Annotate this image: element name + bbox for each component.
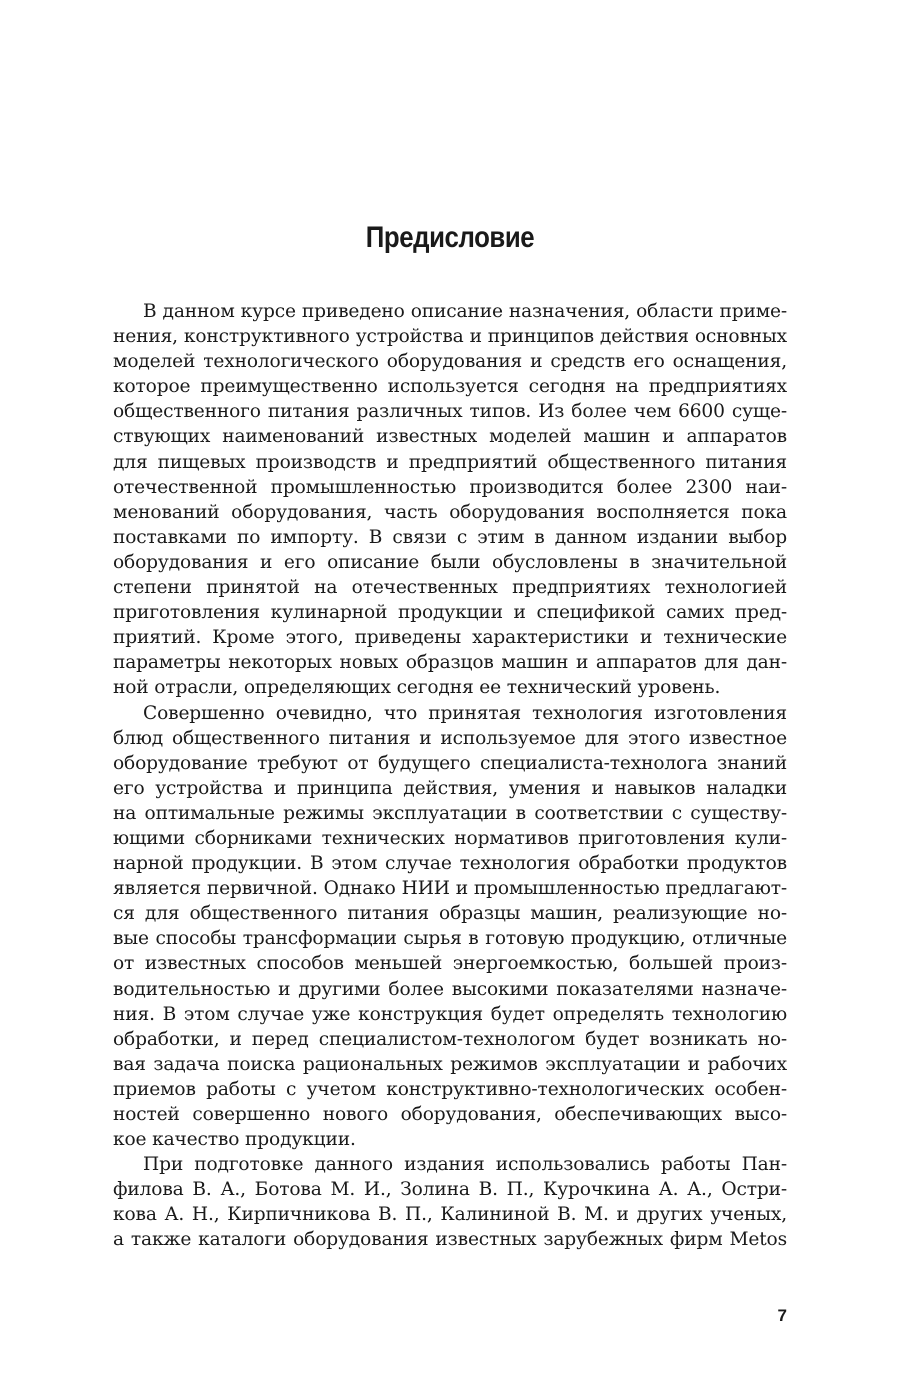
text-line: ной отрасли, определяющих сегодня ее технический уровень. [113, 677, 721, 699]
page-number: 7 [777, 1306, 787, 1325]
text-line: кое качество продукции. [113, 1129, 356, 1151]
text-line: При подготовке данного издания использовались работы Пан- [143, 1154, 787, 1176]
text-line: вая задача поиска рациональных режимов эксплуатации и рабочих [113, 1053, 787, 1075]
text-line: Совершенно очевидно, что принятая технология изготовления [143, 702, 787, 724]
paragraph [113, 299, 787, 701]
text-line: водительностью и другими более высокими показателями назначе- [113, 978, 787, 1000]
text-line: ния. В этом случае уже конструкция будет определять технологию [113, 1003, 787, 1025]
text-line: приготовления кулинарной продукции и спецификой самих пред- [113, 602, 787, 624]
text-line: обработки, и перед специалистом-технологом будет возникать но- [113, 1028, 787, 1050]
text-line: ствующих наименований известных моделей машин и аппаратов [113, 426, 787, 448]
text-line: параметры некоторых новых образцов машин и аппаратов для дан- [113, 652, 787, 674]
text-line: ностей совершенно нового оборудования, обеспечивающих высо- [113, 1104, 787, 1125]
paragraph [113, 701, 787, 1153]
text-line: оборудования и его описание были обусловлены в значительной [113, 551, 787, 573]
text-line: ся для общественного питания образцы машин, реализующие но- [113, 903, 787, 925]
text-line: нения, конструктивного устройства и принципов действия основных [113, 326, 787, 348]
text-line: вые способы трансформации сырья в готовую продукцию, отличные [113, 928, 787, 950]
text-line: филова В. А., Ботова М. И., Золина В. П., Курочкина А. А., Остри- [113, 1179, 787, 1201]
text-line: отечественной промышленностью производится более 2300 наи- [113, 476, 787, 498]
text-line: является первичной. Однако НИИ и промышленностью предлагают- [113, 878, 787, 900]
text-line: кова А. Н., Кирпичникова В. П., Калининой В. М. и других ученых, [113, 1204, 787, 1226]
text-line: оборудование требуют от будущего специалиста-технолога знаний [113, 752, 787, 774]
text-line: его устройства и принципа действия, умения и навыков наладки [113, 777, 787, 799]
text-line: а также каталоги оборудования известных зарубежных фирм Metos [113, 1229, 787, 1251]
page-title: Предисловие [365, 221, 535, 254]
text-line: на оптимальные режимы эксплуатации в соответствии с существу- [113, 802, 787, 824]
text-line: общественного питания различных типов. Из более чем 6600 суще- [113, 401, 787, 423]
body-text [113, 299, 787, 1253]
text-line: ющими сборниками технических нормативов приготовления кули- [113, 827, 787, 849]
text-line: приятий. Кроме этого, приведены характеристики и технические [113, 627, 787, 649]
text-line: блюд общественного питания и используемое для этого известное [113, 727, 787, 749]
text-line: менований оборудования, часть оборудования восполняется пока [113, 501, 787, 523]
text-line: которое преимущественно используется сегодня на предприятиях [113, 376, 787, 398]
text-line: приемов работы с учетом конструктивно-технологических особен- [113, 1078, 787, 1100]
text-line: моделей технологического оборудования и средств его оснащения, [113, 351, 787, 373]
paragraph [113, 1152, 787, 1252]
text-line: В данном курсе приведено описание назначения, области приме- [143, 301, 787, 322]
text-line: поставками по импорту. В связи с этим в данном издании выбор [113, 526, 787, 548]
text-line: степени принятой на отечественных предприятиях технологией [113, 577, 787, 599]
text-line: нарной продукции. В этом случае технология обработки продуктов [113, 853, 787, 875]
text-line: для пищевых производств и предприятий общественного питания [113, 451, 787, 473]
text-line: от известных способов меньшей энергоемкостью, большей произ- [113, 953, 787, 975]
